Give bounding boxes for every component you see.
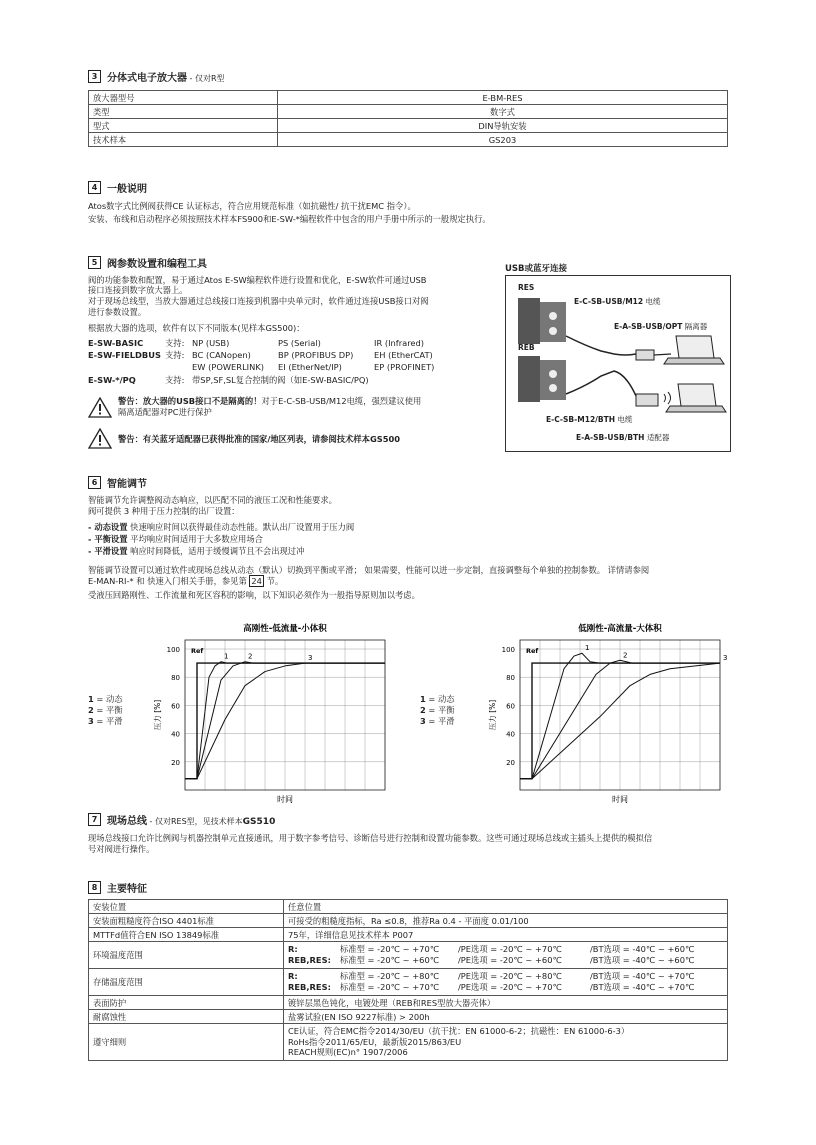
param-text-5: 根据放大器的选项，软件有以下不同版本(见样本GS500)： — [88, 323, 305, 333]
amplifier-table — [88, 90, 728, 147]
y-tick-label: 100 — [501, 646, 515, 654]
param-text-3: 对于现场总线型，当放大器通过总线接口连接到机器中央单元时，软件通过连接USB接口对阀 — [88, 296, 429, 306]
warning-bluetooth: 警告：有关蓝牙适配器已获得批准的国家/地区列表，请参阅技术样本GS500 — [88, 428, 400, 449]
section-title: 一般说明 — [107, 184, 147, 195]
section-ref-box: 24 — [251, 576, 262, 586]
section-4-header — [88, 180, 147, 195]
ref-label: Ref — [191, 647, 204, 656]
chart-title: 高刚性-低流量-小体积 — [243, 624, 327, 634]
table-row: 耐腐蚀性 盐雾试验(EN ISO 9227标准) > 200h — [89, 1010, 728, 1024]
section-7-header — [88, 812, 275, 827]
table-row: 放大器型号 E-BM-RES — [89, 91, 728, 105]
reb-amplifier-icon — [518, 356, 566, 402]
sw-fieldbus-label: E-SW-FIELDBUS — [88, 350, 161, 360]
series-label: 2 — [623, 651, 628, 660]
sw-option: PS (Serial) — [278, 338, 321, 348]
smart-tuning-text-2: 阀可提供 3 种用于压力控制的出厂设置： — [88, 506, 240, 516]
table-row: 型式 DIN导轨安装 — [89, 119, 728, 133]
series-label: 1 — [585, 644, 590, 653]
section-5-header — [88, 255, 207, 270]
laptop-icon — [666, 384, 726, 412]
param-text-2: 接口连接到数字放大器上。 — [88, 285, 188, 295]
sw-option: EP (PROFINET) — [374, 362, 435, 372]
laptop-icon — [664, 336, 724, 364]
series-label: 2 — [248, 652, 253, 661]
smart-tuning-text-1: 智能调节允许调整阀动态响应，以匹配不同的液压工况和性能要求。 — [88, 495, 337, 505]
res-amplifier-icon — [518, 298, 566, 344]
table-row: 环境温度范围 R: 标准型 = -20℃ ~ +70℃ /PE选项 = -20℃ ~ +70℃ /BT选项 = -40℃ ~ +60℃ REB,RES: 标准型 = -20℃ ~ +60℃ /PE选项 = -20℃ ~ +60℃ /BT选项 = -40℃ ~ +60℃ — [89, 942, 728, 969]
series-label: 3 — [308, 654, 313, 663]
table-row: 存储温度范围 R: 标准型 = -20℃ ~ +80℃ /PE选项 = -20℃ ~ +80℃ /BT选项 = -40℃ ~ +70℃ REB,RES: 标准型 = -20℃ ~ +70℃ /PE选项 = -20℃ ~ +70℃ /BT选项 = -40℃ ~ +70℃ — [89, 969, 728, 996]
sw-option: NP (USB) — [192, 338, 230, 348]
table-row: 安装面粗糙度符合ISO 4401标准 可接受的粗糙度指标，Ra ≤0.8，推荐Ra 0.4 - 平面度 0.01/100 — [89, 914, 728, 928]
sw-support-label: 支持: — [165, 375, 185, 385]
sw-option: 带SP,SF,SL复合控制的阀（如E-SW-BASIC/PQ) — [192, 375, 369, 385]
section-number: 3 — [88, 70, 101, 83]
section-number: 8 — [88, 881, 101, 894]
section-number: 6 — [88, 476, 101, 489]
sw-support-label: 支持: — [165, 338, 185, 348]
sw-basic-label: E-SW-BASIC — [88, 338, 144, 348]
chart-low-rigidity — [485, 620, 730, 805]
ref-label: Ref — [526, 647, 539, 656]
section-title: 主要特征 — [107, 884, 147, 895]
y-tick-label: 20 — [171, 758, 180, 767]
general-text-2: 安装、布线和启动程序必须按照技术样本FS900和E-SW-*编程软件中包含的用户手册中所示的一般规定执行。 — [88, 214, 491, 224]
sw-option: EW (POWERLINK) — [192, 362, 265, 372]
section-number: 7 — [88, 813, 101, 826]
table-row: 安装位置 任意位置 — [89, 900, 728, 914]
connection-diagram: RES REB E-C-SB-USB/M12 电缆 E-A-SB-USB/OPT 隔离器 E-C-SB-M12/BTH 电缆 E-A-SB-USB/BTH 适配器 — [505, 275, 731, 452]
section-number: 5 — [88, 256, 101, 269]
chart-legend-left: 1 = 动态 2 = 平衡 3 = 平滑 — [88, 694, 123, 726]
x-axis-label: 时间 — [612, 795, 628, 804]
x-axis-label: 时间 — [277, 795, 293, 804]
table-row: 技术样本 GS203 — [89, 133, 728, 147]
sw-option: EH (EtherCAT) — [374, 350, 433, 360]
smart-tuning-text-3: 智能调节设置可以通过软件或现场总线从动态（默认）切换到平衡或平滑； 如果需要，性能可以进一步定制，直接调整每个单独的控制参数。 详情请参阅 — [88, 565, 650, 575]
sw-option: EI (EtherNet/IP) — [278, 362, 342, 372]
y-tick-label: 60 — [171, 702, 180, 711]
sw-option: BP (PROFIBUS DP) — [278, 350, 354, 360]
section-title: 分体式电子放大器 - 仅对R型 — [107, 73, 225, 84]
section-title: 智能调节 — [107, 479, 147, 490]
section-title: 阀参数设置和编程工具 — [107, 259, 207, 270]
y-tick-label: 60 — [506, 702, 515, 711]
usb-isolator-icon — [636, 350, 654, 360]
bluetooth-adapter-icon — [636, 394, 658, 406]
y-tick-label: 20 — [506, 758, 515, 767]
sw-option: IR (Infrared) — [374, 338, 425, 348]
section-3-header — [88, 69, 225, 84]
series-label: 3 — [723, 654, 728, 663]
table-row: 表面防护 镀锌层黑色钝化，电镀处理（REB和RES型放大器壳体） — [89, 996, 728, 1010]
y-tick-label: 100 — [166, 646, 180, 654]
table-row: 类型 数字式 — [89, 105, 728, 119]
warning-usb: 警告：放大器的USB接口不是隔离的！对于E-C-SB-USB/M12电缆，强烈建议使用 隔离适配器对PC进行保护 — [88, 396, 421, 418]
general-text-1: Atos数字式比例阀获得CE 认证标志，符合应用规范标准（如抗磁性/ 抗干扰EMC 指令）。 — [88, 201, 416, 211]
chart-high-rigidity — [150, 620, 395, 805]
table-row: MTTFd值符合EN ISO 13849标准 75年，详细信息见技术样本 P007 — [89, 928, 728, 942]
section-title: 现场总线 - 仅对RES型，见技术样本GS510 — [107, 816, 276, 827]
y-tick-label: 40 — [171, 730, 180, 739]
table-row: 遵守细则 CE认证，符合EMC指令2014/30/EU（抗干扰：EN 61000-6-2；抗磁性：EN 61000-6-3） RoHs指令2011/65/EU，最新版2015/863/EU REACH规则(EC)n° 1907/2006 — [89, 1024, 728, 1061]
y-axis-label: 压力 [%] — [488, 699, 497, 731]
fieldbus-text-2: 号对阀进行操作。 — [88, 844, 155, 854]
wireless-icon — [664, 392, 671, 404]
fieldbus-text-1: 现场总线接口允许比例阀与机器控制单元直接通讯，用于数字参考信号、诊断信号进行控制和设置功能参数。这些可通过现场总线或主插头上提供的模拟信 — [88, 833, 653, 843]
warning-icon — [88, 428, 112, 449]
sw-support-label: 支持: — [165, 350, 185, 360]
param-text-4: 进行参数设置。 — [88, 307, 147, 317]
section-number: 4 — [88, 181, 101, 194]
smart-tuning-text-5: 受液压回路刚性、工作流量和死区容积的影响，以下知识必须作为一般指导原则加以考虑。 — [88, 590, 420, 600]
diagram-title: USB或蓝牙连接 — [505, 264, 568, 274]
sw-option: BC (CANopen) — [192, 350, 251, 360]
warning-icon — [88, 397, 112, 418]
section-8-header — [88, 880, 147, 895]
y-tick-label: 80 — [171, 674, 180, 683]
param-text-1: 阀的功能参数和配置，易于通过Atos E-SW编程软件进行设置和优化，E-SW软件可通过USB — [88, 275, 427, 285]
chart-legend-right: 1 = 动态 2 = 平衡 3 = 平滑 — [420, 694, 455, 726]
y-tick-label: 80 — [506, 674, 515, 683]
main-features-table — [88, 899, 728, 1061]
sw-pq-label: E-SW-*/PQ — [88, 375, 136, 385]
series-label: 1 — [224, 652, 229, 661]
y-axis-label: 压力 [%] — [153, 699, 162, 731]
chart-title: 低刚性-高流量-大体积 — [578, 624, 662, 634]
section-6-header — [88, 475, 147, 490]
y-tick-label: 40 — [506, 730, 515, 739]
